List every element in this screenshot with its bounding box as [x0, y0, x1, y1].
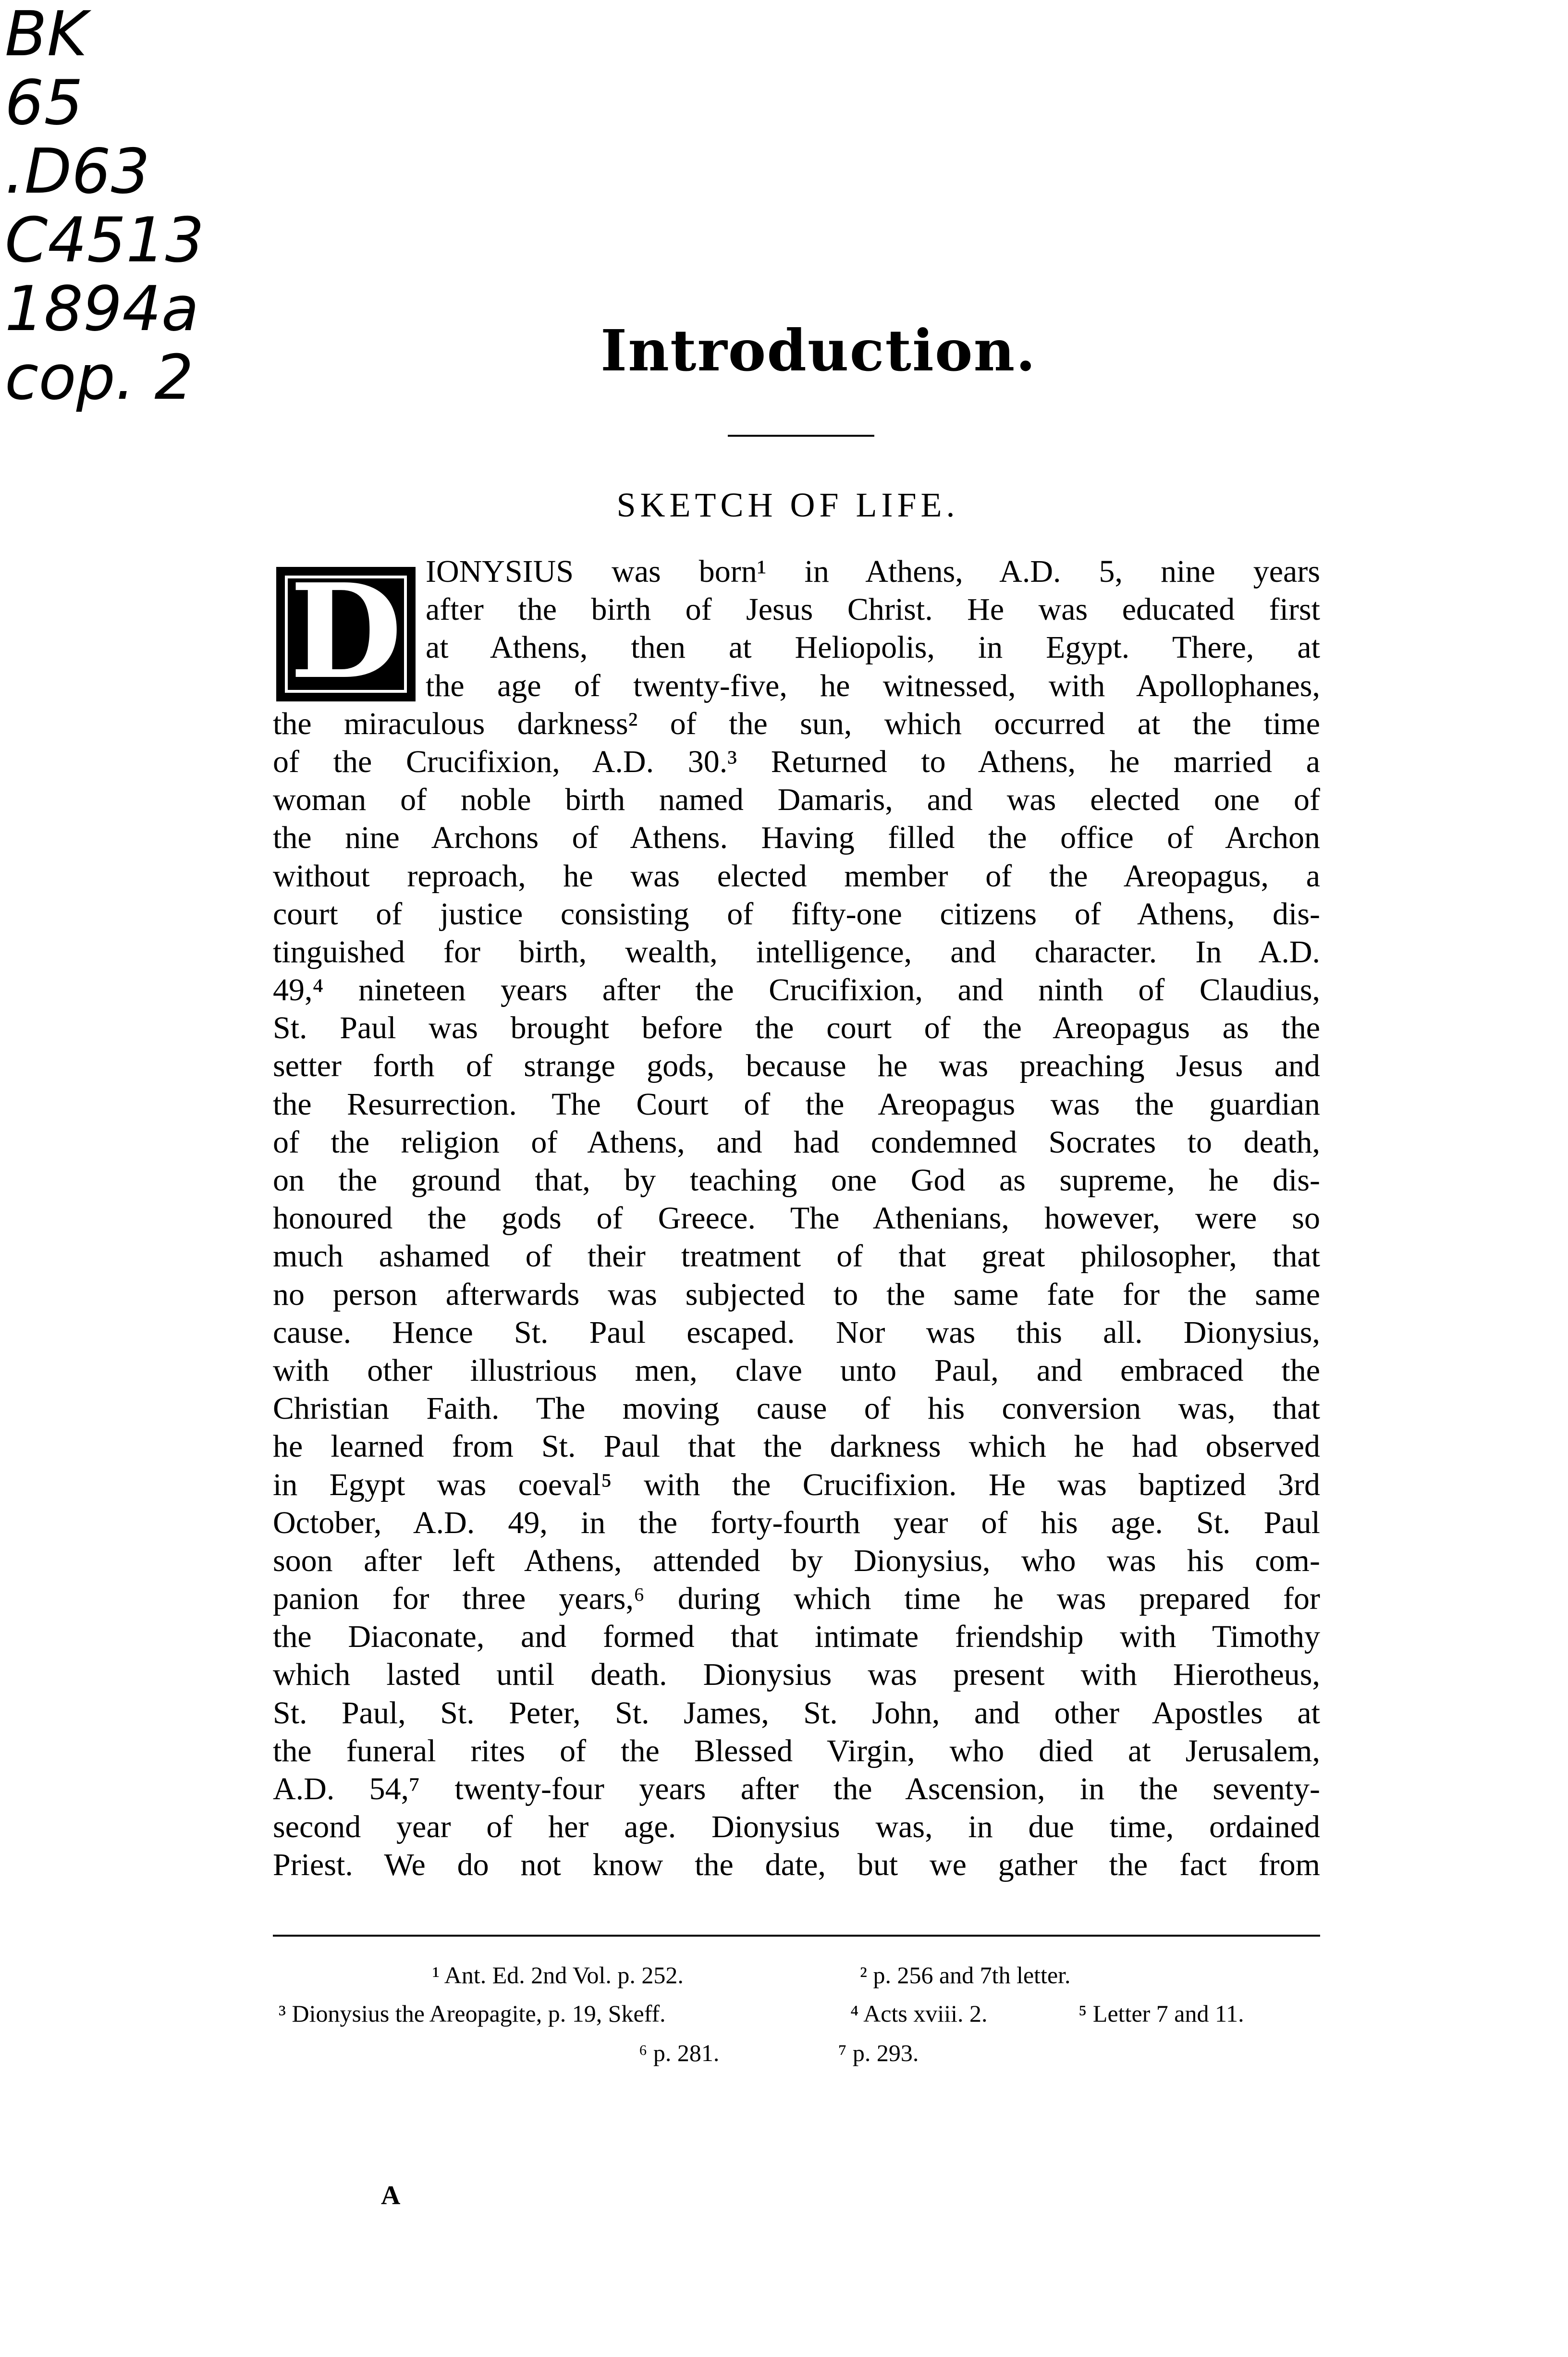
- text-line: tinguished for birth, wealth, intelligence, and character. In A.D.: [273, 934, 1320, 970]
- body-text: [273, 552, 1320, 1884]
- title-divider: [728, 435, 874, 437]
- text-line: the miraculous darkness² of the sun, which occurred at the time: [273, 706, 1320, 741]
- text-line: IONYSIUS was born¹ in Athens, A.D. 5, nine years: [426, 554, 1320, 589]
- text-line: 49,⁴ nineteen years after the Crucifixion, and ninth of Claudius,: [273, 972, 1320, 1008]
- call-number-line: 65: [5, 67, 83, 139]
- text-line: October, A.D. 49, in the forty-fourth year of his age. St. Paul: [273, 1505, 1320, 1540]
- text-line: honoured the gods of Greece. The Athenians, however, were so: [273, 1201, 1320, 1236]
- call-number-line: BK: [5, 0, 87, 70]
- footnote-4: ⁴ Acts xviii. 2.: [850, 2000, 988, 2027]
- text-line: at Athens, then at Heliopolis, in Egypt. There, at: [426, 630, 1320, 665]
- drop-cap-letter: D: [289, 555, 403, 708]
- call-number-line: .D63: [5, 136, 150, 208]
- footnote-7: ⁷ p. 293.: [838, 2039, 919, 2066]
- text-line: woman of noble birth named Damaris, and was elected one of: [273, 782, 1320, 818]
- text-line: which lasted until death. Dionysius was present with Hierotheus,: [273, 1657, 1320, 1693]
- text-line: St. Paul, St. Peter, St. James, St. John, and other Apostles at: [273, 1695, 1320, 1731]
- page-title: Introduction.: [600, 317, 1037, 384]
- text-line: no person afterwards was subjected to the same fate for the same: [273, 1277, 1320, 1312]
- text-line: second year of her age. Dionysius was, in due time, ordained: [273, 1809, 1320, 1845]
- text-line: he learned from St. Paul that the darkness which he had observed: [273, 1429, 1320, 1464]
- text-line: cause. Hence St. Paul escaped. Nor was this all. Dionysius,: [273, 1314, 1320, 1350]
- text-line: after the birth of Jesus Christ. He was educated first: [426, 592, 1320, 627]
- footnote-5: ⁵ Letter 7 and 11.: [1078, 2000, 1244, 2027]
- text-line: the age of twenty-five, he witnessed, with Apollophanes,: [426, 668, 1320, 703]
- text-line: much ashamed of their treatment of that great philosopher, that: [273, 1239, 1320, 1274]
- text-line: the Diaconate, and formed that intimate friendship with Timothy: [273, 1619, 1320, 1655]
- text-line: panion for three years,⁶ during which time he was prepared for: [273, 1581, 1320, 1617]
- footnote-3: ³ Dionysius the Areopagite, p. 19, Skeff.: [279, 2000, 666, 2027]
- signature-mark: A: [381, 2181, 401, 2210]
- text-line: soon after left Athens, attended by Dionysius, who was his com-: [273, 1543, 1320, 1578]
- call-number-line: 1894a: [5, 273, 199, 345]
- footnote-divider: [273, 1935, 1320, 1937]
- footnote-6: ⁶ p. 281.: [639, 2039, 720, 2066]
- text-line: A.D. 54,⁷ twenty-four years after the Ascension, in the seventy-: [273, 1771, 1320, 1806]
- text-line: Priest. We do not know the date, but we gather the fact from: [273, 1847, 1320, 1883]
- text-line: with other illustrious men, clave unto Paul, and embraced the: [273, 1352, 1320, 1388]
- footnote-2: ² p. 256 and 7th letter.: [860, 1962, 1071, 1989]
- text-line: the nine Archons of Athens. Having filled the office of Archon: [273, 820, 1320, 856]
- call-number-line: C4513: [5, 205, 205, 276]
- text-line: court of justice consisting of fifty-one citizens of Athens, dis-: [273, 896, 1320, 932]
- text-line: the Resurrection. The Court of the Areopagus was the guardian: [273, 1086, 1320, 1122]
- call-number-line: cop. 2: [5, 342, 194, 414]
- text-line: setter forth of strange gods, because he was preaching Jesus and: [273, 1048, 1320, 1084]
- handwritten-call-number: [5, 0, 204, 412]
- text-line: in Egypt was coeval⁵ with the Crucifixion. He was baptized 3rd: [273, 1467, 1320, 1502]
- text-line: Christian Faith. The moving cause of his conversion was, that: [273, 1391, 1320, 1426]
- text-line: on the ground that, by teaching one God as supreme, he dis-: [273, 1163, 1320, 1198]
- section-heading: SKETCH OF LIFE.: [616, 486, 959, 524]
- text-line: without reproach, he was elected member of the Areopagus, a: [273, 858, 1320, 894]
- text-line: St. Paul was brought before the court of the Areopagus as the: [273, 1010, 1320, 1046]
- footnote-1: ¹ Ant. Ed. 2nd Vol. p. 252.: [432, 1962, 684, 1989]
- text-line: the funeral rites of the Blessed Virgin, who died at Jerusalem,: [273, 1733, 1320, 1768]
- text-line: of the religion of Athens, and had condemned Socrates to death,: [273, 1124, 1320, 1160]
- text-line: of the Crucifixion, A.D. 30.³ Returned to Athens, he married a: [273, 744, 1320, 779]
